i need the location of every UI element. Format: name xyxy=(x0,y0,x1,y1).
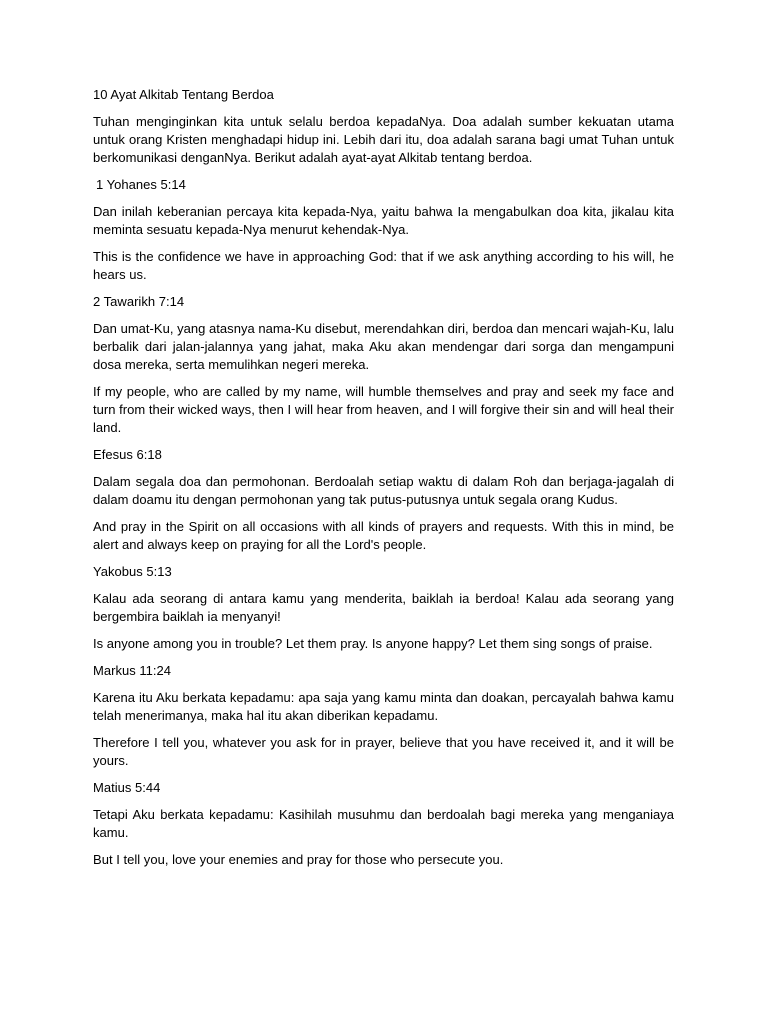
verse-text-indonesian: Dan inilah keberanian percaya kita kepada-Nya, yaitu bahwa Ia mengabulkan doa kita, jikalau kita meminta sesuatu kepada-Nya menurut kehendak-Nya. xyxy=(93,204,674,237)
verse-reference: Markus 11:24 xyxy=(93,663,172,678)
verse-reference: Efesus 6:18 xyxy=(93,447,162,462)
verse-reference: Yakobus 5:13 xyxy=(93,564,172,579)
verse-text-english: But I tell you, love your enemies and pray for those who persecute you. xyxy=(93,852,504,867)
verse-text-english: This is the confidence we have in approaching God: that if we ask anything according to his will, he hears us. xyxy=(93,249,674,282)
document-title: 10 Ayat Alkitab Tentang Berdoa xyxy=(93,87,274,102)
verse-reference: 2 Tawarikh 7:14 xyxy=(93,294,185,309)
verse-text-english: Is anyone among you in trouble? Let them pray. Is anyone happy? Let them sing songs of praise. xyxy=(93,636,653,651)
verse-text-indonesian: Dan umat-Ku, yang atasnya nama-Ku disebut, merendahkan diri, berdoa dan mencari wajah-Ku, lalu berbalik dari jalan-jalannya yang jahat, maka Aku akan mendengar dari sorga dan mengampuni dosa mereka, serta memulihkan negeri mereka. xyxy=(93,321,674,372)
verse-text-indonesian: Kalau ada seorang di antara kamu yang menderita, baiklah ia berdoa! Kalau ada seorang yang bergembira baiklah ia menyanyi! xyxy=(93,591,674,624)
verse-text-indonesian: Karena itu Aku berkata kepadamu: apa saja yang kamu minta dan doakan, percayalah bahwa kamu telah menerimanya, maka hal itu akan diberikan kepadamu. xyxy=(93,690,674,723)
verse-text-english: And pray in the Spirit on all occasions with all kinds of prayers and requests. With this in mind, be alert and always keep on praying for all the Lord's people. xyxy=(93,519,674,552)
verse-text-indonesian: Dalam segala doa dan permohonan. Berdoalah setiap waktu di dalam Roh dan berjaga-jagalah di dalam doamu itu dengan permohonan yang tak putus-putusnya untuk segala orang Kudus. xyxy=(93,474,674,507)
verse-text-english: If my people, who are called by my name, will humble themselves and pray and seek my face and turn from their wicked ways, then I will hear from heaven, and I will forgive their sin and will heal their land. xyxy=(93,384,674,435)
verse-reference: 1 Yohanes 5:14 xyxy=(96,177,186,192)
document-page xyxy=(93,86,674,878)
verse-text-indonesian: Tetapi Aku berkata kepadamu: Kasihilah musuhmu dan berdoalah bagi mereka yang menganiaya kamu. xyxy=(93,807,674,840)
verse-reference: Matius 5:44 xyxy=(93,780,161,795)
verse-text-english: Therefore I tell you, whatever you ask for in prayer, believe that you have received it, and it will be yours. xyxy=(93,735,674,768)
intro-paragraph: Tuhan menginginkan kita untuk selalu berdoa kepadaNya. Doa adalah sumber kekuatan utama untuk orang Kristen menghadapi hidup ini. Lebih dari itu, doa adalah sarana bagi umat Tuhan untuk berkomunikasi denganNya. Berikut adalah ayat-ayat Alkitab tentang berdoa. xyxy=(93,114,674,165)
